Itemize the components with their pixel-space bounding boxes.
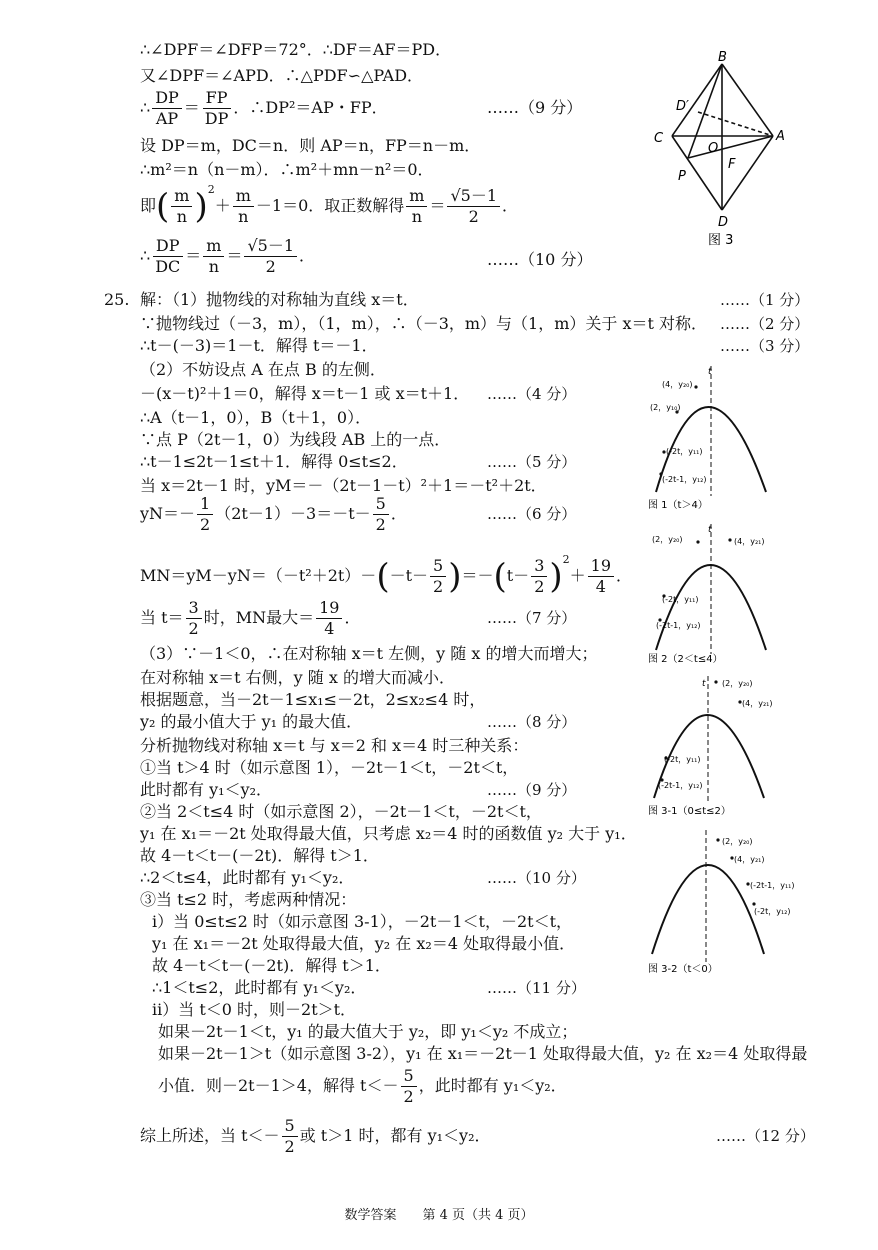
figure-3-caption: 图 3 <box>708 233 734 248</box>
svg-text:(-2t-1，y₁₂): (-2t-1，y₁₂) <box>656 621 701 630</box>
score-11: ……（11 分） <box>487 979 586 997</box>
figure-3-1-caption: 图 3-1（0≤t≤2） <box>648 806 731 817</box>
label-A: A <box>776 129 785 144</box>
svg-text:(4，y₂₁): (4，y₂₁) <box>734 855 765 864</box>
score-6: ……（6 分） <box>487 505 577 523</box>
q25-line-20: ②当 2＜t≤4 时（如示意图 2），－2t－1＜t，－2t＜t， <box>140 802 542 821</box>
label-O: O <box>708 141 719 156</box>
q25-line-30: 如果－2t－1＜t，y₁ 的最大值大于 y₂，即 y₁＜y₂ 不成立； <box>158 1022 578 1041</box>
label-P: P <box>678 169 686 184</box>
figure-3-rhombus <box>648 48 788 248</box>
question-number: 25. <box>104 290 130 309</box>
label-B: B <box>718 50 727 65</box>
label-D: D <box>718 215 729 230</box>
label-C: C <box>654 131 664 146</box>
svg-text:(2，y₂₀): (2，y₂₀) <box>722 679 753 688</box>
score-3: ……（3 分） <box>720 337 810 355</box>
score-10: ……（10 分） <box>487 869 586 887</box>
svg-text:(-2t-1，y₁₂): (-2t-1，y₁₂) <box>662 475 707 484</box>
q25-line-17: 分析抛物线对称轴 x＝t 与 x＝2 和 x＝4 时三种关系： <box>140 736 529 755</box>
q25-line-18: ①当 t＞4 时（如示意图 1），－2t－1＜t，－2t＜t， <box>140 758 519 777</box>
q25-line-15: 根据题意，当－2t－1≤x₁≤－2t，2≤x₂≤4 时， <box>140 690 486 709</box>
line-24-1: ∴∠DPF＝∠DFP＝72°．∴DF＝AF＝PD． <box>140 40 452 59</box>
line-24-5: ∴m²＝n（n－m）．∴m²＋mn－n²＝0． <box>140 160 434 179</box>
figure-parabola-1 <box>644 362 774 514</box>
line-24-6: 即( $\frac{m}{n}$ )$^2$＋ $\frac{m}{n}$ －1＝0．取正数解得 $\frac{m}{n}$ ＝ $\frac{√5-1}{2}$ ． <box>140 183 519 227</box>
svg-text:t: t <box>708 525 712 535</box>
q25-line-26: y₁ 在 x₁＝－2t 处取得最大值，y₂ 在 x₂＝4 处取得最小值． <box>152 934 576 953</box>
score-4: ……（4 分） <box>487 385 577 403</box>
svg-text:(-2t，y₁₂): (-2t，y₁₂) <box>754 907 791 916</box>
q25-line-24: ③当 t≤2 时，考虑两种情况： <box>140 890 357 909</box>
svg-text:(-2t-1，y₁₂): (-2t-1，y₁₂) <box>658 781 703 790</box>
q25-line-25: ⅰ）当 0≤t≤2 时（如示意图 3-1），－2t－1＜t，－2t＜t， <box>152 912 573 931</box>
q25-line-23: ∴2＜t≤4，此时都有 y₁＜y₂． <box>140 868 355 887</box>
q25-line-19: 此时都有 y₁＜y₂． <box>140 780 272 799</box>
figure-2-caption: 图 2（2＜t≤4） <box>648 654 723 665</box>
figure-3-2-caption: 图 3-2（t＜0） <box>648 964 718 975</box>
score-1: ……（1 分） <box>720 291 810 309</box>
figure-parabola-3-2 <box>644 826 795 976</box>
q25-line-32: 小值．则－2t－1＞4，解得 t＜－ $\frac{5}{2}$ ，此时都有 y₁＜y₂． <box>158 1066 567 1106</box>
svg-text:(-2t-1，y₁₁): (-2t-1，y₁₁) <box>750 881 795 890</box>
score-12: ……（12 分） <box>716 1127 815 1145</box>
score-5: ……（5 分） <box>487 453 577 471</box>
score-9-a: ……（9 分） <box>487 98 583 117</box>
line-24-3: ∴ $\frac{DP}{AP}$ ＝ $\frac{FP}{DP}$ ．∴DP²＝AP・FP． <box>140 88 388 128</box>
q25-line-2: ∵抛物线过（－3，m），（1，m），∴（－3，m）与（1，m）关于 x＝t 对称． <box>140 314 708 333</box>
line-24-7: ∴ $\frac{DP}{DC}$ ＝ $\frac{m}{n}$ ＝ $\frac{√5-1}{2}$ ． <box>140 236 316 276</box>
q25-line-28: ∴1＜t≤2，此时都有 y₁＜y₂． <box>152 978 367 997</box>
figure-parabola-2 <box>644 520 774 668</box>
score-7: ……（7 分） <box>487 609 577 627</box>
figure-parabola-3-1 <box>644 672 774 822</box>
score-9: ……（9 分） <box>487 781 577 799</box>
svg-text:(4，y₂₁): (4，y₂₁) <box>734 537 765 546</box>
svg-text:(-2t，y₁₁): (-2t，y₁₁) <box>666 447 703 456</box>
line-24-2: 又∠DPF＝∠APD．∴△PDF∽△PAD． <box>140 66 424 85</box>
q25-line-9: 当 x＝2t－1 时，yM＝－（2t－1－t）²＋1＝－t²＋2t． <box>140 476 547 495</box>
svg-text:(4，y₂₀): (4，y₂₀) <box>662 380 693 389</box>
figure-1-caption: 图 1（t＞4） <box>648 500 708 511</box>
q25-line-4: （2）不妨设点 A 在点 B 的左侧． <box>140 360 386 379</box>
q25-line-14: 在对称轴 x＝t 右侧，y 随 x 的增大而减小． <box>140 668 455 687</box>
q25-line-11: MN＝yM－yN＝（－t²＋2t）－(－t－ $\frac{5}{2}$ )＝－(t－ $\frac{3}{2}$ )$^2$＋ $\frac{19}{4}$ ． <box>140 553 633 597</box>
q25-line-7: ∵点 P（2t－1，0）为线段 AB 上的一点． <box>140 430 451 449</box>
score-8: ……（8 分） <box>487 713 577 731</box>
q25-line-12: 当 t＝ $\frac{3}{2}$ 时，MN最大＝ $\frac{19}{4}$ ． <box>140 598 361 638</box>
svg-text:t: t <box>702 679 706 689</box>
q25-line-13: （3）∵－1＜0，∴在对称轴 x＝t 左侧，y 随 x 的增大而增大； <box>140 644 598 663</box>
score-10-a: ……（10 分） <box>487 250 593 269</box>
svg-text:(2，y₂₀): (2，y₂₀) <box>652 535 683 544</box>
svg-text:(-2t，y₁₁): (-2t，y₁₁) <box>662 595 699 604</box>
q25-line-31: 如果－2t－1＞t（如示意图 3-2），y₁ 在 x₁＝－2t－1 处取得最大值，y₂ 在 x₂＝4 处取得最 <box>158 1044 808 1063</box>
svg-text:(-2t，y₁₁): (-2t，y₁₁) <box>664 755 701 764</box>
q25-line-16: y₂ 的最小值大于 y₁ 的最大值． <box>140 712 363 731</box>
q25-line-1: 解：（1）抛物线的对称轴为直线 x＝t． <box>140 290 419 309</box>
page-footer: 数学答案 第 4 页（共 4 页） <box>344 1208 534 1223</box>
q25-line-29: ⅱ）当 t＜0 时，则－2t＞t． <box>152 1000 357 1019</box>
label-F: F <box>728 157 736 172</box>
q25-line-10: yN＝－ $\frac{1}{2}$ （2t－1）－3＝－t－ $\frac{5}{2}$ ． <box>140 494 407 534</box>
q25-line-5: －(x－t)²＋1＝0，解得 x＝t－1 或 x＝t＋1． <box>140 384 470 403</box>
q25-line-6: ∴A（t－1，0），B（t＋1，0）． <box>140 408 372 427</box>
q25-line-3: ∴t－(－3)＝1－t．解得 t＝－1． <box>140 336 378 355</box>
label-D-prime: D′ <box>676 99 689 114</box>
q25-line-27: 故 4－t＜t－(－2t)．解得 t＞1． <box>152 956 391 975</box>
svg-text:(2，y₂₀): (2，y₂₀) <box>722 837 753 846</box>
q25-line-21: y₁ 在 x₁＝－2t 处取得最大值，只考虑 x₂＝4 时的函数值 y₂ 大于 y₁． <box>140 824 637 843</box>
q25-line-8: ∴t－1≤2t－1≤t＋1．解得 0≤t≤2． <box>140 452 408 471</box>
svg-text:(4，y₂₁): (4，y₂₁) <box>742 699 773 708</box>
q25-conclusion: 综上所述，当 t＜－ $\frac{5}{2}$ 或 t＞1 时，都有 y₁＜y₂． <box>140 1116 491 1156</box>
svg-text:(2，y₁₀): (2，y₁₀) <box>650 403 681 412</box>
svg-text:t: t <box>708 367 712 377</box>
q25-line-22: 故 4－t＜t－(－2t)．解得 t＞1． <box>140 846 379 865</box>
line-24-4: 设 DP＝m，DC＝n．则 AP＝n，FP＝n－m． <box>140 136 481 155</box>
score-2: ……（2 分） <box>720 315 810 333</box>
